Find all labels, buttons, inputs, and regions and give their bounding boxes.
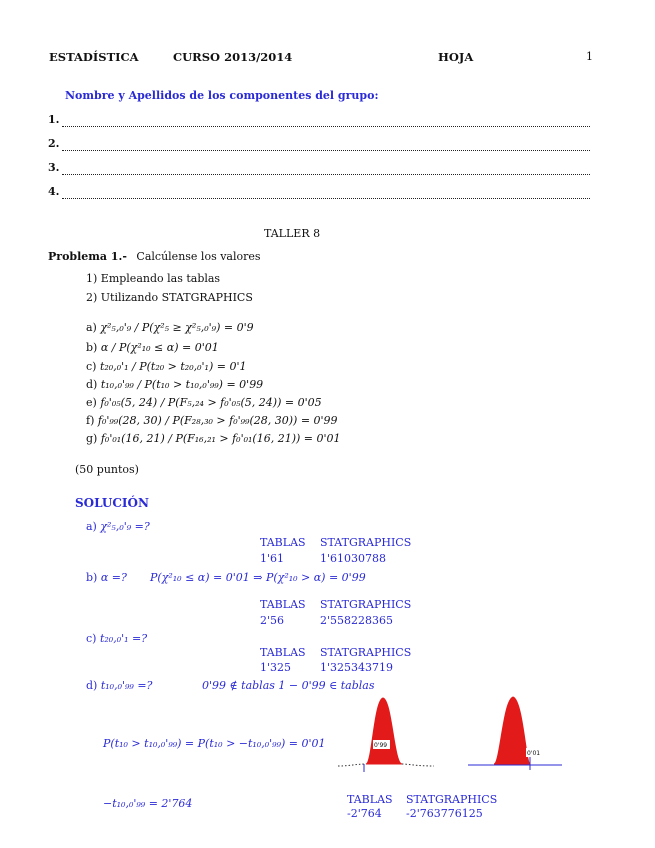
item-letter: b) (86, 341, 98, 354)
group-title: Nombre y Apellidos de los componentes del grupo: (65, 89, 379, 102)
solution-a (86, 520, 150, 533)
problem-item-d (86, 378, 263, 391)
problem-item-a (86, 321, 254, 334)
col-tablas: TABLAS (260, 536, 306, 549)
value-tablas: 1'61 (260, 552, 285, 565)
item-letter: e) (86, 396, 97, 409)
method-item: 1) Empleando las tablas (86, 272, 221, 285)
item-expr: α / P(χ²₁₀ ≤ α) = 0'01 (100, 341, 219, 354)
value-statgraphics: -2'763776125 (406, 807, 483, 820)
item-letter: c) (86, 360, 97, 373)
col-statgraphics: STATGRAPHICS (406, 793, 498, 806)
item-expr: t₁₀,₀'₉₉ / P(t₁₀ > t₁₀,₀'₉₉) = 0'99 (100, 378, 264, 391)
item-letter: a) (86, 321, 97, 334)
problem-item-g (86, 432, 341, 445)
problem-item-f (86, 414, 338, 427)
header-subject: ESTADÍSTICA (49, 50, 139, 64)
t-distribution-figure-right (466, 690, 566, 780)
value-statgraphics: 2'558228365 (320, 614, 394, 627)
page-number: 1 (586, 50, 593, 63)
solution-b (86, 571, 127, 584)
col-statgraphics: STATGRAPHICS (320, 646, 412, 659)
col-tablas: TABLAS (260, 598, 306, 611)
taller-title: TALLER 8 (264, 227, 321, 240)
value-tablas: -2'764 (347, 807, 382, 820)
sol-label: c) (86, 632, 97, 645)
value-statgraphics: 1'325343719 (320, 661, 394, 674)
member-number: 3. (48, 161, 60, 174)
item-letter: f) (86, 414, 95, 427)
item-expr: f₀'₉₉(28, 30) / P(F₂₈,₃₀ > f₀'₉₉(28, 30)) = 0'99 (97, 414, 338, 427)
problem-label: Problema 1.- (48, 250, 127, 263)
member-line[interactable] (62, 188, 590, 199)
sol-label: d) (86, 679, 98, 692)
col-statgraphics: STATGRAPHICS (320, 536, 412, 549)
problem-text: Calcúlense los valores (136, 250, 261, 263)
t-distribution-figure-left (336, 690, 436, 780)
sol-b-expr2: P(χ²₁₀ ≤ α) = 0'01 ⇒ P(χ²₁₀ > α) = 0'99 (150, 571, 366, 584)
item-letter: d) (86, 378, 98, 391)
problem-statement (48, 250, 261, 263)
col-tablas: TABLAS (347, 793, 393, 806)
problem-item-b (86, 341, 219, 354)
member-line[interactable] (62, 164, 590, 175)
problem-item-e (86, 396, 322, 409)
sol-d-neg: −t₁₀,₀'₉₉ = 2'764 (103, 797, 193, 810)
header-sheet: HOJA (438, 50, 474, 64)
problem-item-c (86, 360, 246, 373)
value-tablas: 1'325 (260, 661, 292, 674)
method-item: 2) Utilizando STATGRAPHICS (86, 291, 253, 304)
sol-expr: t₁₀,₀'₉₉ =? (100, 679, 153, 692)
item-letter: g) (86, 432, 98, 445)
sol-expr: α =? (100, 571, 127, 584)
value-statgraphics: 1'61030788 (320, 552, 387, 565)
value-tablas: 2'56 (260, 614, 285, 627)
fig-left-label: 0'99 (374, 742, 388, 749)
member-line[interactable] (62, 116, 590, 127)
item-expr: t₂₀,₀'₁ / P(t₂₀ > t₂₀,₀'₁) = 0'1 (99, 360, 247, 373)
item-expr: χ²₅,₀'₉ / P(χ²₅ ≥ χ²₅,₀'₉) = 0'9 (100, 321, 254, 334)
header-course: CURSO 2013/2014 (173, 50, 293, 64)
member-number: 4. (48, 185, 60, 198)
member-number: 2. (48, 137, 60, 150)
sol-label: a) (86, 520, 97, 533)
points: (50 puntos) (75, 463, 139, 476)
item-expr: f₀'₀₁(16, 21) / P(F₁₆,₂₁ > f₀'₀₁(16, 21)) = 0'01 (100, 432, 341, 445)
solution-title: SOLUCIÓN (75, 496, 149, 510)
solution-d (86, 679, 152, 692)
fig-right-label: 0'01 (527, 750, 541, 757)
sol-label: b) (86, 571, 98, 584)
sol-expr: t₂₀,₀'₁ =? (99, 632, 148, 645)
member-number: 1. (48, 113, 60, 126)
col-statgraphics: STATGRAPHICS (320, 598, 412, 611)
item-expr: f₀'₀₅(5, 24) / P(F₅,₂₄ > f₀'₀₅(5, 24)) = 0'05 (100, 396, 322, 409)
solution-c (86, 632, 147, 645)
sol-expr: χ²₅,₀'₉ =? (100, 520, 150, 533)
sol-d-prob: P(t₁₀ > t₁₀,₀'₉₉) = P(t₁₀ > −t₁₀,₀'₉₉) = 0'01 (103, 737, 326, 750)
member-line[interactable] (62, 140, 590, 151)
col-tablas: TABLAS (260, 646, 306, 659)
sol-d-note: 0'99 ∉ tablas 1 − 0'99 ∈ tablas (202, 679, 375, 692)
